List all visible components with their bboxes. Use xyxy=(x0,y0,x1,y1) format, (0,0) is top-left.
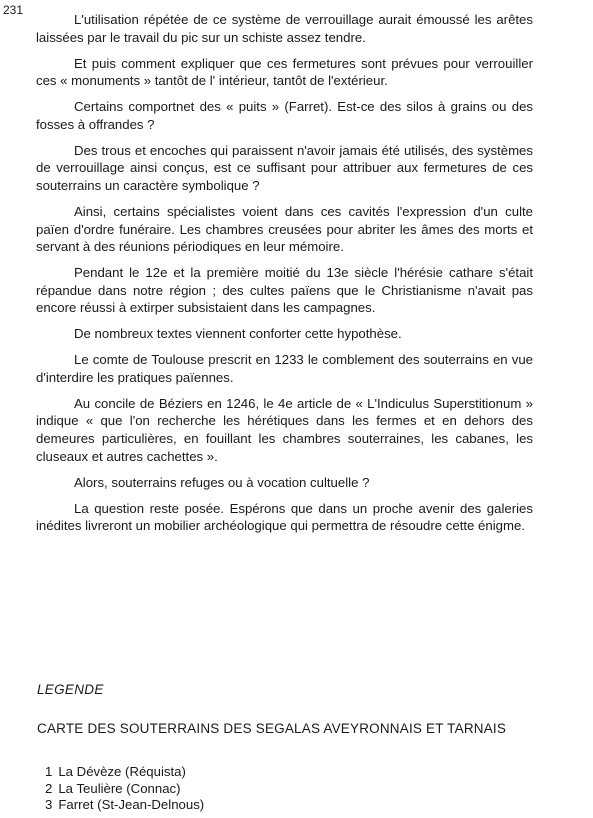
paragraph: Le comte de Toulouse prescrit en 1233 le comblement des souterrains en vue d'interdire les pratiques païennes. xyxy=(36,352,533,385)
paragraph: Au concile de Béziers en 1246, le 4e article de « L'Indiculus Superstitionum » indique « que l'on recherche les hérétiques dans les fermes et en dehors des demeures particulières, en fouillant les chambres souterraines, les cabanes, les cluseaux et autres cachettes ». xyxy=(36,395,533,464)
map-title: CARTE DES SOUTERRAINS DES SEGALAS AVEYRONNAIS ET TARNAIS xyxy=(37,721,507,736)
paragraph: L'utilisation répétée de ce système de verrouillage aurait émoussé les arêtes laissées par le travail du pic sur un schiste assez tendre. xyxy=(36,12,533,45)
legend-item xyxy=(45,781,204,798)
paragraph: La question reste posée. Espérons que dans un proche avenir des galeries inédites livreront un mobilier archéologique qui permettra de résoudre cette énigme. xyxy=(36,500,533,534)
paragraph: Certains comportnet des « puits » (Farret). Est-ce des silos à grains ou des fosses à offrandes ? xyxy=(36,99,533,132)
legend-item-text: Farret (St-Jean-Delnous) xyxy=(58,797,205,813)
legend-item xyxy=(45,797,204,814)
legend-item-text: La Teulière (Connac) xyxy=(58,780,181,796)
legend-item-number: 1 xyxy=(45,764,53,779)
paragraph: Des trous et encoches qui paraissent n'avoir jamais été utilisés, des systèmes de verrouillage ainsi conçus, est ce suffisant pour attribuer aux fermetures de ces souterrains un caractère symbolique ? xyxy=(36,142,533,193)
legend-item xyxy=(45,764,204,781)
legend-item-text: La Dévèze (Réquista) xyxy=(58,764,186,779)
paragraph: Et puis comment expliquer que ces fermetures sont prévues pour verrouiller ces « monuments » tantôt de l' intérieur, tantôt de l'extérieur. xyxy=(36,55,533,89)
legend-item-number: 2 xyxy=(45,780,53,796)
legend-heading: LEGENDE xyxy=(37,682,104,697)
paragraph: Ainsi, certains spécialistes voient dans ces cavités l'expression d'un culte païen d'ordre funéraire. Les chambres creusées pour abriter les âmes des morts et servant à des réunions périodiques en leur mémoire. xyxy=(36,203,533,255)
paragraph: Pendant le 12e et la première moitié du 13e siècle l'hérésie cathare s'était répandue dans notre région ; des cultes païens que le Christianisme n'avait pas encore réussi à extirper subsistaient dans les campagnes. xyxy=(36,265,533,316)
page-number: 231 xyxy=(3,3,24,17)
legend-list xyxy=(45,764,204,814)
paragraph: Alors, souterrains refuges ou à vocation cultuelle ? xyxy=(74,474,370,490)
body-text xyxy=(36,11,533,543)
paragraph: De nombreux textes viennent conforter cette hypothèse. xyxy=(74,326,402,342)
legend-item-number: 3 xyxy=(45,797,53,813)
